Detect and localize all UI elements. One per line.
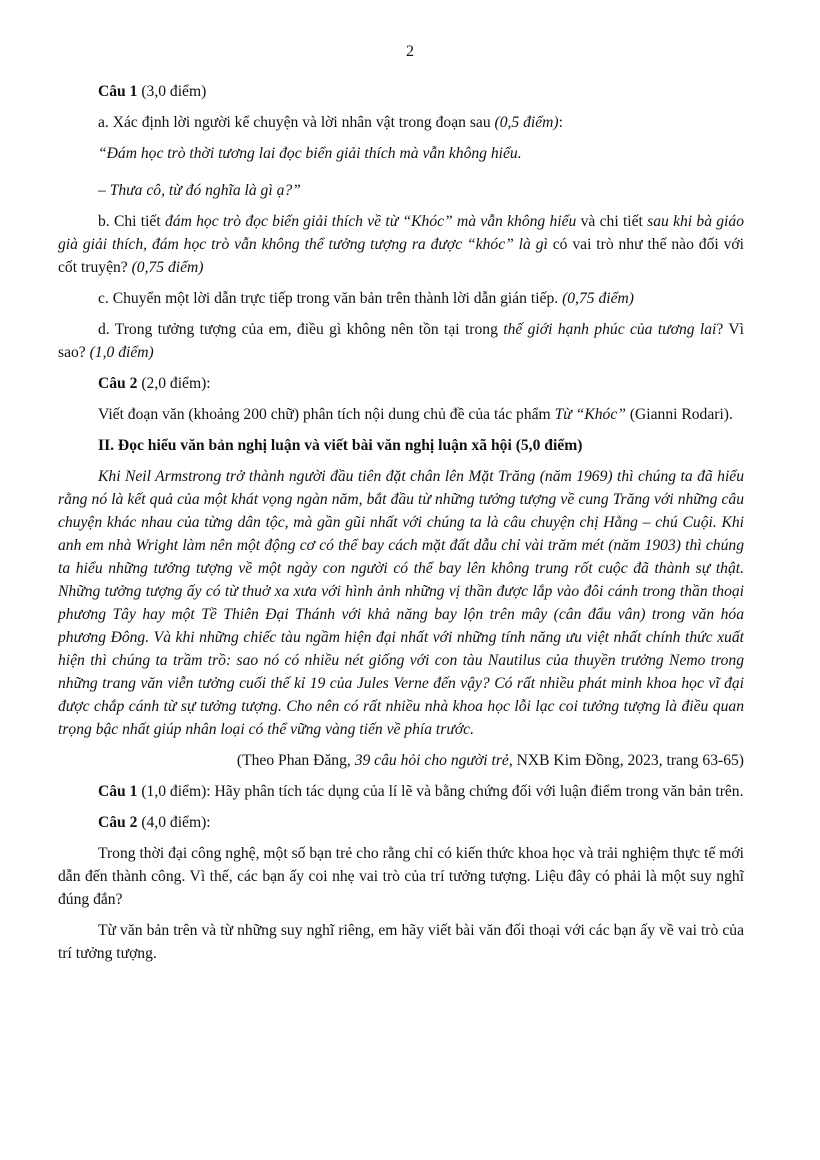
- q1c-points: (0,75 điểm): [562, 290, 634, 307]
- q1b: [58, 210, 744, 279]
- source-text-2: , NXB Kim Đồng, 2023, trang 63-65): [508, 752, 744, 769]
- reading-passage: Khi Neil Armstrong trở thành người đầu tiên đặt chân lên Mặt Trăng (năm 1969) thì chúng ta đã hiểu rằng nó là kết quả của một khát vọng ngàn năm, bắt đầu từ những tưởng tượng về cung Trăng với những câu chuyện khác nhau của từng dân tộc, mà gần gũi nhất với chúng ta là câu chuyện chị Hằng – chú Cuội. Khi anh em nhà Wright làm nên một động cơ có thể bay cách mặt đất dẫu chỉ vài trăm mét (năm 1903) thì chúng ta hiểu những tưởng tượng về một ngày con người có thể bay lên không trung rốt cuộc đã thành sự thật. Những tưởng tượng ấy có từ thuở xa xưa với hình ảnh những vị thần được lắp vào đôi cánh trong thần thoại phương Tây hay một Tề Thiên Đại Thánh với khả năng bay lộn trên mây (cân đẩu vân) trong văn hóa phương Đông. Và khi những chiếc tàu ngầm hiện đại nhất với những tính năng ưu việt nhất chính thức xuất hiện thì chúng ta trầm trồ: sao nó có nhiều nét giống với con tàu Nautilus của thuyền trưởng Nemo trong những trang văn viễn tưởng cuối thế kỉ 19 của Jules Verne đến vậy? Có rất nhiều phát minh khoa học vĩ đại được chắp cánh từ sự tưởng tượng. Cho nên có rất nhiều nhà khoa học lỗi lạc coi tưởng tượng là điều quan trọng bậc nhất giúp nhân loại có thể vững vàng tiến về phía trước.: [58, 468, 744, 738]
- q2-text-2: (Gianni Rodari).: [625, 406, 733, 423]
- q1c: [58, 287, 744, 310]
- quote-line-2: – Thưa cô, từ đó nghĩa là gì ạ?”: [98, 182, 301, 199]
- q1-heading: Câu 1: [98, 83, 138, 100]
- part2-q1-text: (1,0 điểm): Hãy phân tích tác dụng của lí lẽ và bằng chứng đối với luận điểm trong văn bản trên.: [137, 783, 744, 800]
- q1d: [58, 318, 744, 364]
- q1a-colon: :: [558, 114, 563, 131]
- part2-q2-paragraph-1: Trong thời đại công nghệ, một số bạn trẻ cho rằng chỉ có kiến thức khoa học và trải nghiệm thực tế mới dẫn đến thành công. Vì thế, các bạn ấy coi nhẹ vai trò của trí tưởng tượng. Liệu đây có phải là một suy nghĩ đúng đắn?: [58, 845, 744, 908]
- q1-points: (3,0 điểm): [137, 83, 207, 100]
- part2-q1-heading: Câu 1: [98, 783, 138, 800]
- q2-text-1: Viết đoạn văn (khoảng 200 chữ) phân tích nội dung chủ đề của tác phẩm: [98, 406, 555, 423]
- q1b-italic-1: đám học trò đọc biển giải thích về từ “Khóc” mà vẫn không hiểu: [164, 213, 577, 230]
- q1b-text-2: và chi tiết: [576, 213, 648, 230]
- part2-q1: [58, 780, 744, 803]
- q1-title: [58, 80, 744, 103]
- page-number: 2: [406, 43, 414, 60]
- part2-q2-title: [58, 811, 744, 834]
- q1d-points: (1,0 điểm): [89, 344, 154, 361]
- page-content: [58, 80, 744, 973]
- q2-points: (2,0 điểm):: [137, 375, 211, 392]
- passage-source: [58, 749, 744, 772]
- quote-line-1: “Đám học trò thời tương lai đọc biển giải thích mà vẫn không hiểu.: [98, 145, 522, 162]
- q2-italic: Từ “Khóc”: [554, 406, 626, 423]
- q1b-text-3: có vai trò như thế nào đối với cốt truyện?: [58, 236, 744, 276]
- q1b-text-1: b. Chi tiết: [98, 213, 165, 230]
- q1d-text-1: d. Trong tưởng tượng của em, điều gì không nên tồn tại trong: [98, 321, 504, 338]
- q2-heading: Câu 2: [98, 375, 138, 392]
- q1b-italic-2: sau khi bà giáo già giải thích, đám học trò vẫn không thể tưởng tượng ra được “khóc” là gì: [58, 213, 744, 253]
- q1d-text-2: ? Vì sao?: [58, 321, 744, 361]
- q1a: [58, 111, 744, 134]
- q2-title: [58, 372, 744, 395]
- q1d-italic: thế giới hạnh phúc của tương lai: [503, 321, 717, 338]
- part2-q2-heading: Câu 2: [98, 814, 138, 831]
- part2-q2-points: (4,0 điểm):: [137, 814, 211, 831]
- q1a-text: a. Xác định lời người kể chuyện và lời nhân vật trong đoạn sau: [98, 114, 495, 131]
- source-text-1: (Theo Phan Đăng,: [236, 752, 355, 769]
- part2-q2-paragraph-2: Từ văn bản trên và từ những suy nghĩ riêng, em hãy viết bài văn đối thoại với các bạn ấy về vai trò của trí tưởng tượng.: [58, 922, 744, 962]
- q1a-points: (0,5 điểm): [494, 114, 559, 131]
- q1b-points: (0,75 điểm): [131, 259, 204, 276]
- source-book-title: 39 câu hỏi cho người trẻ: [354, 752, 509, 769]
- q1c-text: c. Chuyển một lời dẫn trực tiếp trong văn bản trên thành lời dẫn gián tiếp.: [98, 290, 563, 307]
- section-2-heading: II. Đọc hiểu văn bản nghị luận và viết bài văn nghị luận xã hội (5,0 điểm): [98, 437, 583, 454]
- q2-body: [58, 403, 744, 426]
